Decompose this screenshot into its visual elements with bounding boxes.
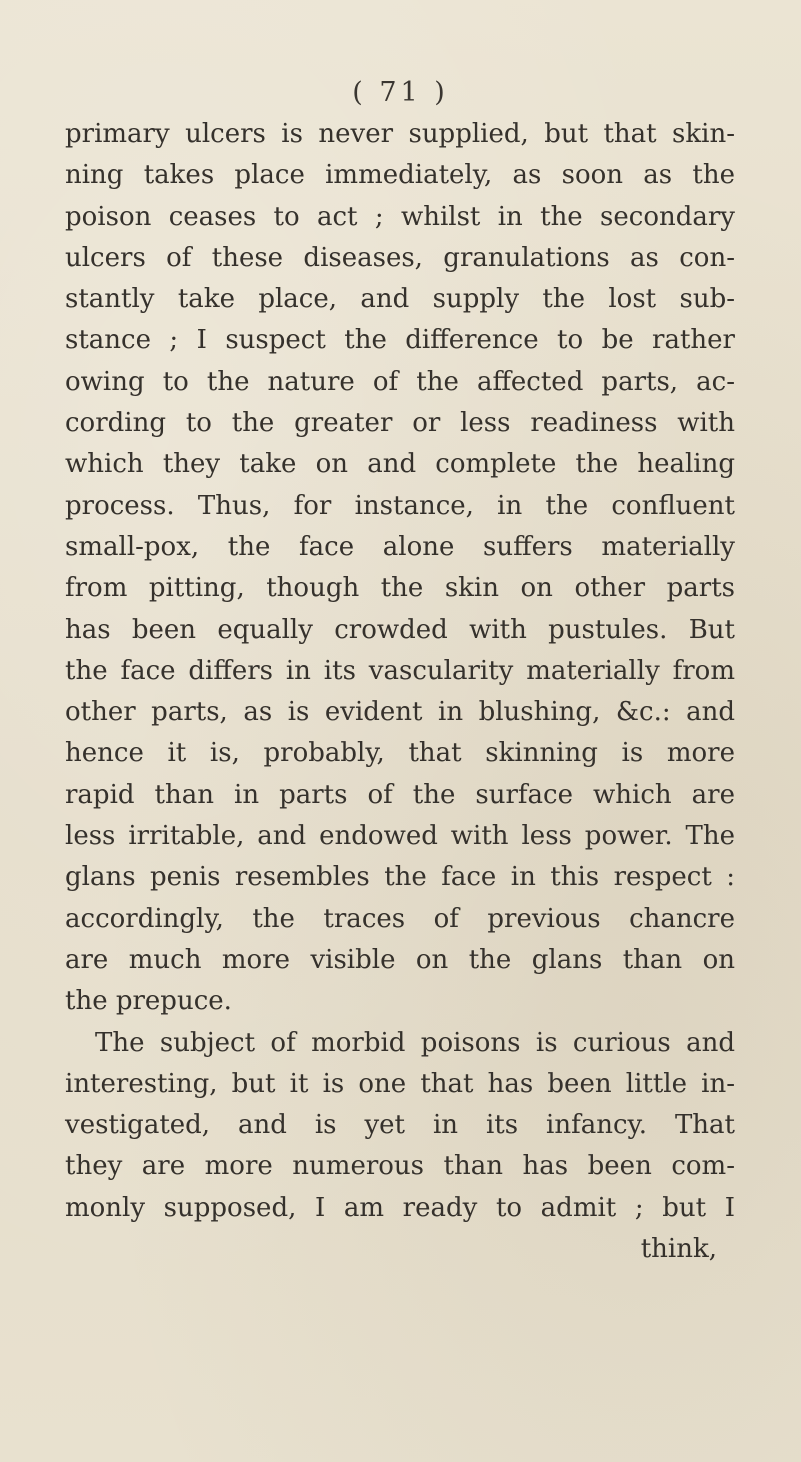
text-line-10: process. Thus, for instance, in the confluent [65,490,735,521]
text-line-11: small-pox, the face alone suffers materially [65,531,735,562]
text-line-23: The subject of morbid poisons is curious and [95,1027,735,1058]
text-line-3: poison ceases to act ; whilst in the secondary [65,201,735,232]
text-line-14: the face differs in its vascularity materially from [65,655,735,686]
catchword: think, [640,1234,717,1265]
text-line-25: vestigated, and is yet in its infancy. That [65,1110,735,1141]
text-line-12: from pitting, though the skin on other parts [65,573,735,604]
text-line-5: stantly take place, and supply the lost sub- [65,284,735,315]
text-line-7: owing to the nature of the affected parts, ac- [65,366,735,397]
text-line-13: has been equally crowded with pustules. But [65,614,735,645]
text-line-18: less irritable, and endowed with less power. The [65,821,735,852]
text-line-1: primary ulcers is never supplied, but that skin- [65,119,735,149]
text-line-9: which they take on and complete the healing [65,449,735,480]
text-line-24: interesting, but it is one that has been little in- [65,1068,735,1099]
page-number: ( 71 ) [352,77,449,108]
text-line-20: accordingly, the traces of previous chancre [65,903,735,934]
text-line-4: ulcers of these diseases, granulations as con- [65,242,735,273]
text-line-8: cording to the greater or less readiness with [65,408,735,439]
body-text [65,114,735,1270]
text-line-27: monly supposed, I am ready to admit ; but I [65,1192,735,1223]
text-line-26: they are more numerous than has been com- [65,1151,735,1182]
text-line-2: ning takes place immediately, as soon as the [65,160,735,191]
text-line-17: rapid than in parts of the surface which are [65,779,735,810]
text-line-21: are much more visible on the glans than on [65,944,735,975]
text-line-15: other parts, as is evident in blushing, &c.: and [65,697,735,728]
text-line-16: hence it is, probably, that skinning is more [65,738,735,769]
text-line-19: glans penis resembles the face in this respect : [65,862,735,893]
text-line-22: the prepuce. [65,986,232,1017]
text-line-6: stance ; I suspect the difference to be rather [65,325,735,356]
